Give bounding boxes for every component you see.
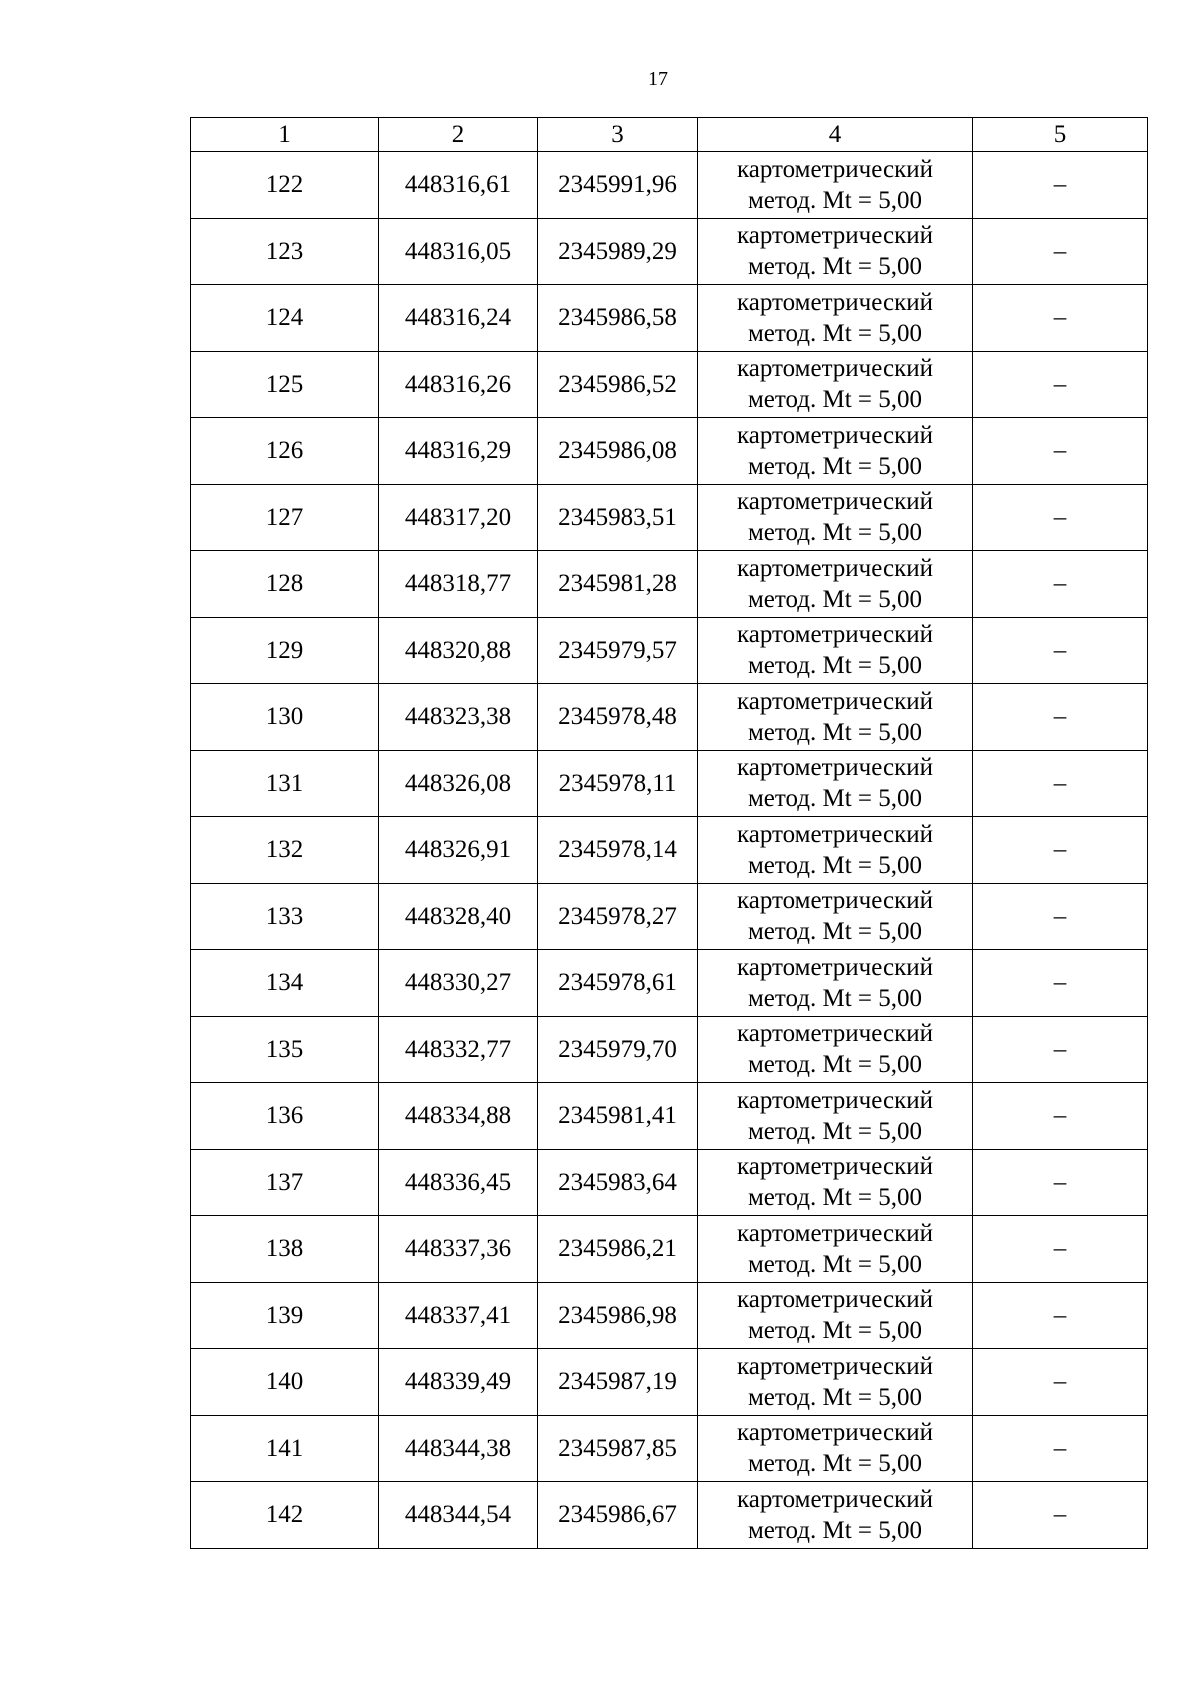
table-body	[191, 152, 1148, 1549]
point-number-cell: 129	[191, 617, 379, 684]
method-cell	[698, 351, 973, 418]
point-number-cell: 135	[191, 1016, 379, 1083]
x-coordinate-cell: 448323,38	[379, 684, 538, 751]
method-line-1: картометрический	[737, 355, 933, 383]
table-row	[191, 617, 1148, 684]
method-line-1: картометрический	[737, 1286, 933, 1314]
x-coordinate-cell: 448344,54	[379, 1482, 538, 1549]
column-header: 5	[973, 118, 1148, 152]
point-number-cell: 133	[191, 883, 379, 950]
x-coordinate-cell: 448336,45	[379, 1149, 538, 1216]
method-line-1: картометрический	[737, 554, 933, 582]
method-line-2: метод. Mt = 5,00	[747, 984, 923, 1012]
method-cell	[698, 285, 973, 352]
method-cell	[698, 1016, 973, 1083]
y-coordinate-cell: 2345978,27	[538, 883, 698, 950]
point-number-cell: 124	[191, 285, 379, 352]
y-coordinate-cell: 2345978,11	[538, 750, 698, 817]
method-cell	[698, 1282, 973, 1349]
point-number-cell: 136	[191, 1083, 379, 1150]
x-coordinate-cell: 448330,27	[379, 950, 538, 1017]
method-cell	[698, 1415, 973, 1482]
coordinates-table	[190, 117, 1148, 1549]
point-number-cell: 126	[191, 418, 379, 485]
table-row	[191, 1016, 1148, 1083]
point-number-cell: 128	[191, 551, 379, 618]
note-cell: –	[973, 285, 1148, 352]
note-cell: –	[973, 418, 1148, 485]
table-row	[191, 950, 1148, 1017]
table-row	[191, 551, 1148, 618]
x-coordinate-cell: 448337,36	[379, 1216, 538, 1283]
x-coordinate-cell: 448316,26	[379, 351, 538, 418]
table-row	[191, 351, 1148, 418]
table-row	[191, 1149, 1148, 1216]
note-cell: –	[973, 1415, 1148, 1482]
table-row	[191, 152, 1148, 219]
note-cell: –	[973, 750, 1148, 817]
page-number: 17	[648, 68, 668, 90]
method-line-2: метод. Mt = 5,00	[747, 1383, 923, 1411]
table-row	[191, 1349, 1148, 1416]
method-line-2: метод. Mt = 5,00	[747, 452, 923, 480]
x-coordinate-cell: 448326,08	[379, 750, 538, 817]
table-row	[191, 684, 1148, 751]
method-cell	[698, 1349, 973, 1416]
table-row	[191, 418, 1148, 485]
method-line-1: картометрический	[737, 1020, 933, 1048]
point-number-cell: 141	[191, 1415, 379, 1482]
y-coordinate-cell: 2345978,48	[538, 684, 698, 751]
table-row	[191, 1282, 1148, 1349]
note-cell: –	[973, 1349, 1148, 1416]
note-cell: –	[973, 950, 1148, 1017]
table-row	[191, 883, 1148, 950]
method-line-2: метод. Mt = 5,00	[747, 186, 923, 214]
x-coordinate-cell: 448316,61	[379, 152, 538, 219]
x-coordinate-cell: 448317,20	[379, 484, 538, 551]
method-line-2: метод. Mt = 5,00	[747, 1117, 923, 1145]
table-row	[191, 484, 1148, 551]
method-line-1: картометрический	[737, 1153, 933, 1181]
method-line-2: метод. Mt = 5,00	[747, 718, 923, 746]
method-cell	[698, 750, 973, 817]
y-coordinate-cell: 2345983,64	[538, 1149, 698, 1216]
x-coordinate-cell: 448337,41	[379, 1282, 538, 1349]
method-cell	[698, 418, 973, 485]
column-header: 3	[538, 118, 698, 152]
x-coordinate-cell: 448328,40	[379, 883, 538, 950]
note-cell: –	[973, 1282, 1148, 1349]
table-row	[191, 285, 1148, 352]
point-number-cell: 125	[191, 351, 379, 418]
method-line-1: картометрический	[737, 953, 933, 981]
y-coordinate-cell: 2345987,19	[538, 1349, 698, 1416]
x-coordinate-cell: 448316,05	[379, 218, 538, 285]
method-line-1: картометрический	[737, 1352, 933, 1380]
note-cell: –	[973, 1149, 1148, 1216]
method-cell	[698, 484, 973, 551]
method-cell	[698, 1216, 973, 1283]
method-cell	[698, 617, 973, 684]
method-line-1: картометрический	[737, 155, 933, 183]
y-coordinate-cell: 2345979,70	[538, 1016, 698, 1083]
method-line-2: метод. Mt = 5,00	[747, 519, 923, 547]
method-line-1: картометрический	[737, 1219, 933, 1247]
point-number-cell: 137	[191, 1149, 379, 1216]
y-coordinate-cell: 2345987,85	[538, 1415, 698, 1482]
y-coordinate-cell: 2345986,67	[538, 1482, 698, 1549]
y-coordinate-cell: 2345981,41	[538, 1083, 698, 1150]
table-header-row	[191, 118, 1148, 152]
method-line-2: метод. Mt = 5,00	[747, 1184, 923, 1212]
note-cell: –	[973, 218, 1148, 285]
method-line-1: картометрический	[737, 1419, 933, 1447]
point-number-cell: 123	[191, 218, 379, 285]
note-cell: –	[973, 484, 1148, 551]
method-line-2: метод. Mt = 5,00	[747, 785, 923, 813]
method-line-2: метод. Mt = 5,00	[747, 918, 923, 946]
note-cell: –	[973, 617, 1148, 684]
y-coordinate-cell: 2345978,14	[538, 817, 698, 884]
x-coordinate-cell: 448320,88	[379, 617, 538, 684]
y-coordinate-cell: 2345981,28	[538, 551, 698, 618]
table-row	[191, 817, 1148, 884]
table-row	[191, 1083, 1148, 1150]
method-line-1: картометрический	[737, 621, 933, 649]
note-cell: –	[973, 152, 1148, 219]
method-cell	[698, 218, 973, 285]
note-cell: –	[973, 684, 1148, 751]
y-coordinate-cell: 2345986,58	[538, 285, 698, 352]
note-cell: –	[973, 1083, 1148, 1150]
point-number-cell: 122	[191, 152, 379, 219]
method-cell	[698, 1083, 973, 1150]
method-line-1: картометрический	[737, 1485, 933, 1513]
y-coordinate-cell: 2345978,61	[538, 950, 698, 1017]
method-line-1: картометрический	[737, 421, 933, 449]
table-row	[191, 1415, 1148, 1482]
point-number-cell: 130	[191, 684, 379, 751]
method-line-2: метод. Mt = 5,00	[747, 1317, 923, 1345]
note-cell: –	[973, 1482, 1148, 1549]
method-line-1: картометрический	[737, 1086, 933, 1114]
method-line-1: картометрический	[737, 820, 933, 848]
note-cell: –	[973, 351, 1148, 418]
method-cell	[698, 817, 973, 884]
point-number-cell: 140	[191, 1349, 379, 1416]
method-line-2: метод. Mt = 5,00	[747, 253, 923, 281]
method-line-2: метод. Mt = 5,00	[747, 1051, 923, 1079]
x-coordinate-cell: 448326,91	[379, 817, 538, 884]
method-line-2: метод. Mt = 5,00	[747, 585, 923, 613]
x-coordinate-cell: 448316,29	[379, 418, 538, 485]
method-cell	[698, 152, 973, 219]
point-number-cell: 127	[191, 484, 379, 551]
method-line-1: картометрический	[737, 687, 933, 715]
y-coordinate-cell: 2345986,52	[538, 351, 698, 418]
point-number-cell: 134	[191, 950, 379, 1017]
point-number-cell: 131	[191, 750, 379, 817]
y-coordinate-cell: 2345991,96	[538, 152, 698, 219]
method-line-1: картометрический	[737, 222, 933, 250]
x-coordinate-cell: 448332,77	[379, 1016, 538, 1083]
method-line-1: картометрический	[737, 288, 933, 316]
method-line-1: картометрический	[737, 754, 933, 782]
method-cell	[698, 950, 973, 1017]
y-coordinate-cell: 2345986,21	[538, 1216, 698, 1283]
point-number-cell: 139	[191, 1282, 379, 1349]
column-header: 1	[191, 118, 379, 152]
method-line-2: метод. Mt = 5,00	[747, 1250, 923, 1278]
x-coordinate-cell: 448344,38	[379, 1415, 538, 1482]
x-coordinate-cell: 448316,24	[379, 285, 538, 352]
method-line-2: метод. Mt = 5,00	[747, 1450, 923, 1478]
table-row	[191, 1216, 1148, 1283]
note-cell: –	[973, 817, 1148, 884]
y-coordinate-cell: 2345986,08	[538, 418, 698, 485]
note-cell: –	[973, 883, 1148, 950]
x-coordinate-cell: 448318,77	[379, 551, 538, 618]
y-coordinate-cell: 2345983,51	[538, 484, 698, 551]
column-header: 4	[698, 118, 973, 152]
note-cell: –	[973, 1216, 1148, 1283]
y-coordinate-cell: 2345986,98	[538, 1282, 698, 1349]
table-row	[191, 750, 1148, 817]
y-coordinate-cell: 2345989,29	[538, 218, 698, 285]
method-cell	[698, 684, 973, 751]
table-row	[191, 218, 1148, 285]
column-header: 2	[379, 118, 538, 152]
method-line-2: метод. Mt = 5,00	[747, 386, 923, 414]
x-coordinate-cell: 448334,88	[379, 1083, 538, 1150]
table-row	[191, 1482, 1148, 1549]
method-line-2: метод. Mt = 5,00	[747, 319, 923, 347]
method-line-1: картометрический	[737, 488, 933, 516]
method-line-2: метод. Mt = 5,00	[747, 851, 923, 879]
method-cell	[698, 883, 973, 950]
method-cell	[698, 551, 973, 618]
method-line-2: метод. Mt = 5,00	[747, 1516, 923, 1544]
x-coordinate-cell: 448339,49	[379, 1349, 538, 1416]
y-coordinate-cell: 2345979,57	[538, 617, 698, 684]
method-cell	[698, 1482, 973, 1549]
method-line-2: метод. Mt = 5,00	[747, 652, 923, 680]
note-cell: –	[973, 1016, 1148, 1083]
method-cell	[698, 1149, 973, 1216]
point-number-cell: 138	[191, 1216, 379, 1283]
note-cell: –	[973, 551, 1148, 618]
method-line-1: картометрический	[737, 887, 933, 915]
point-number-cell: 132	[191, 817, 379, 884]
point-number-cell: 142	[191, 1482, 379, 1549]
